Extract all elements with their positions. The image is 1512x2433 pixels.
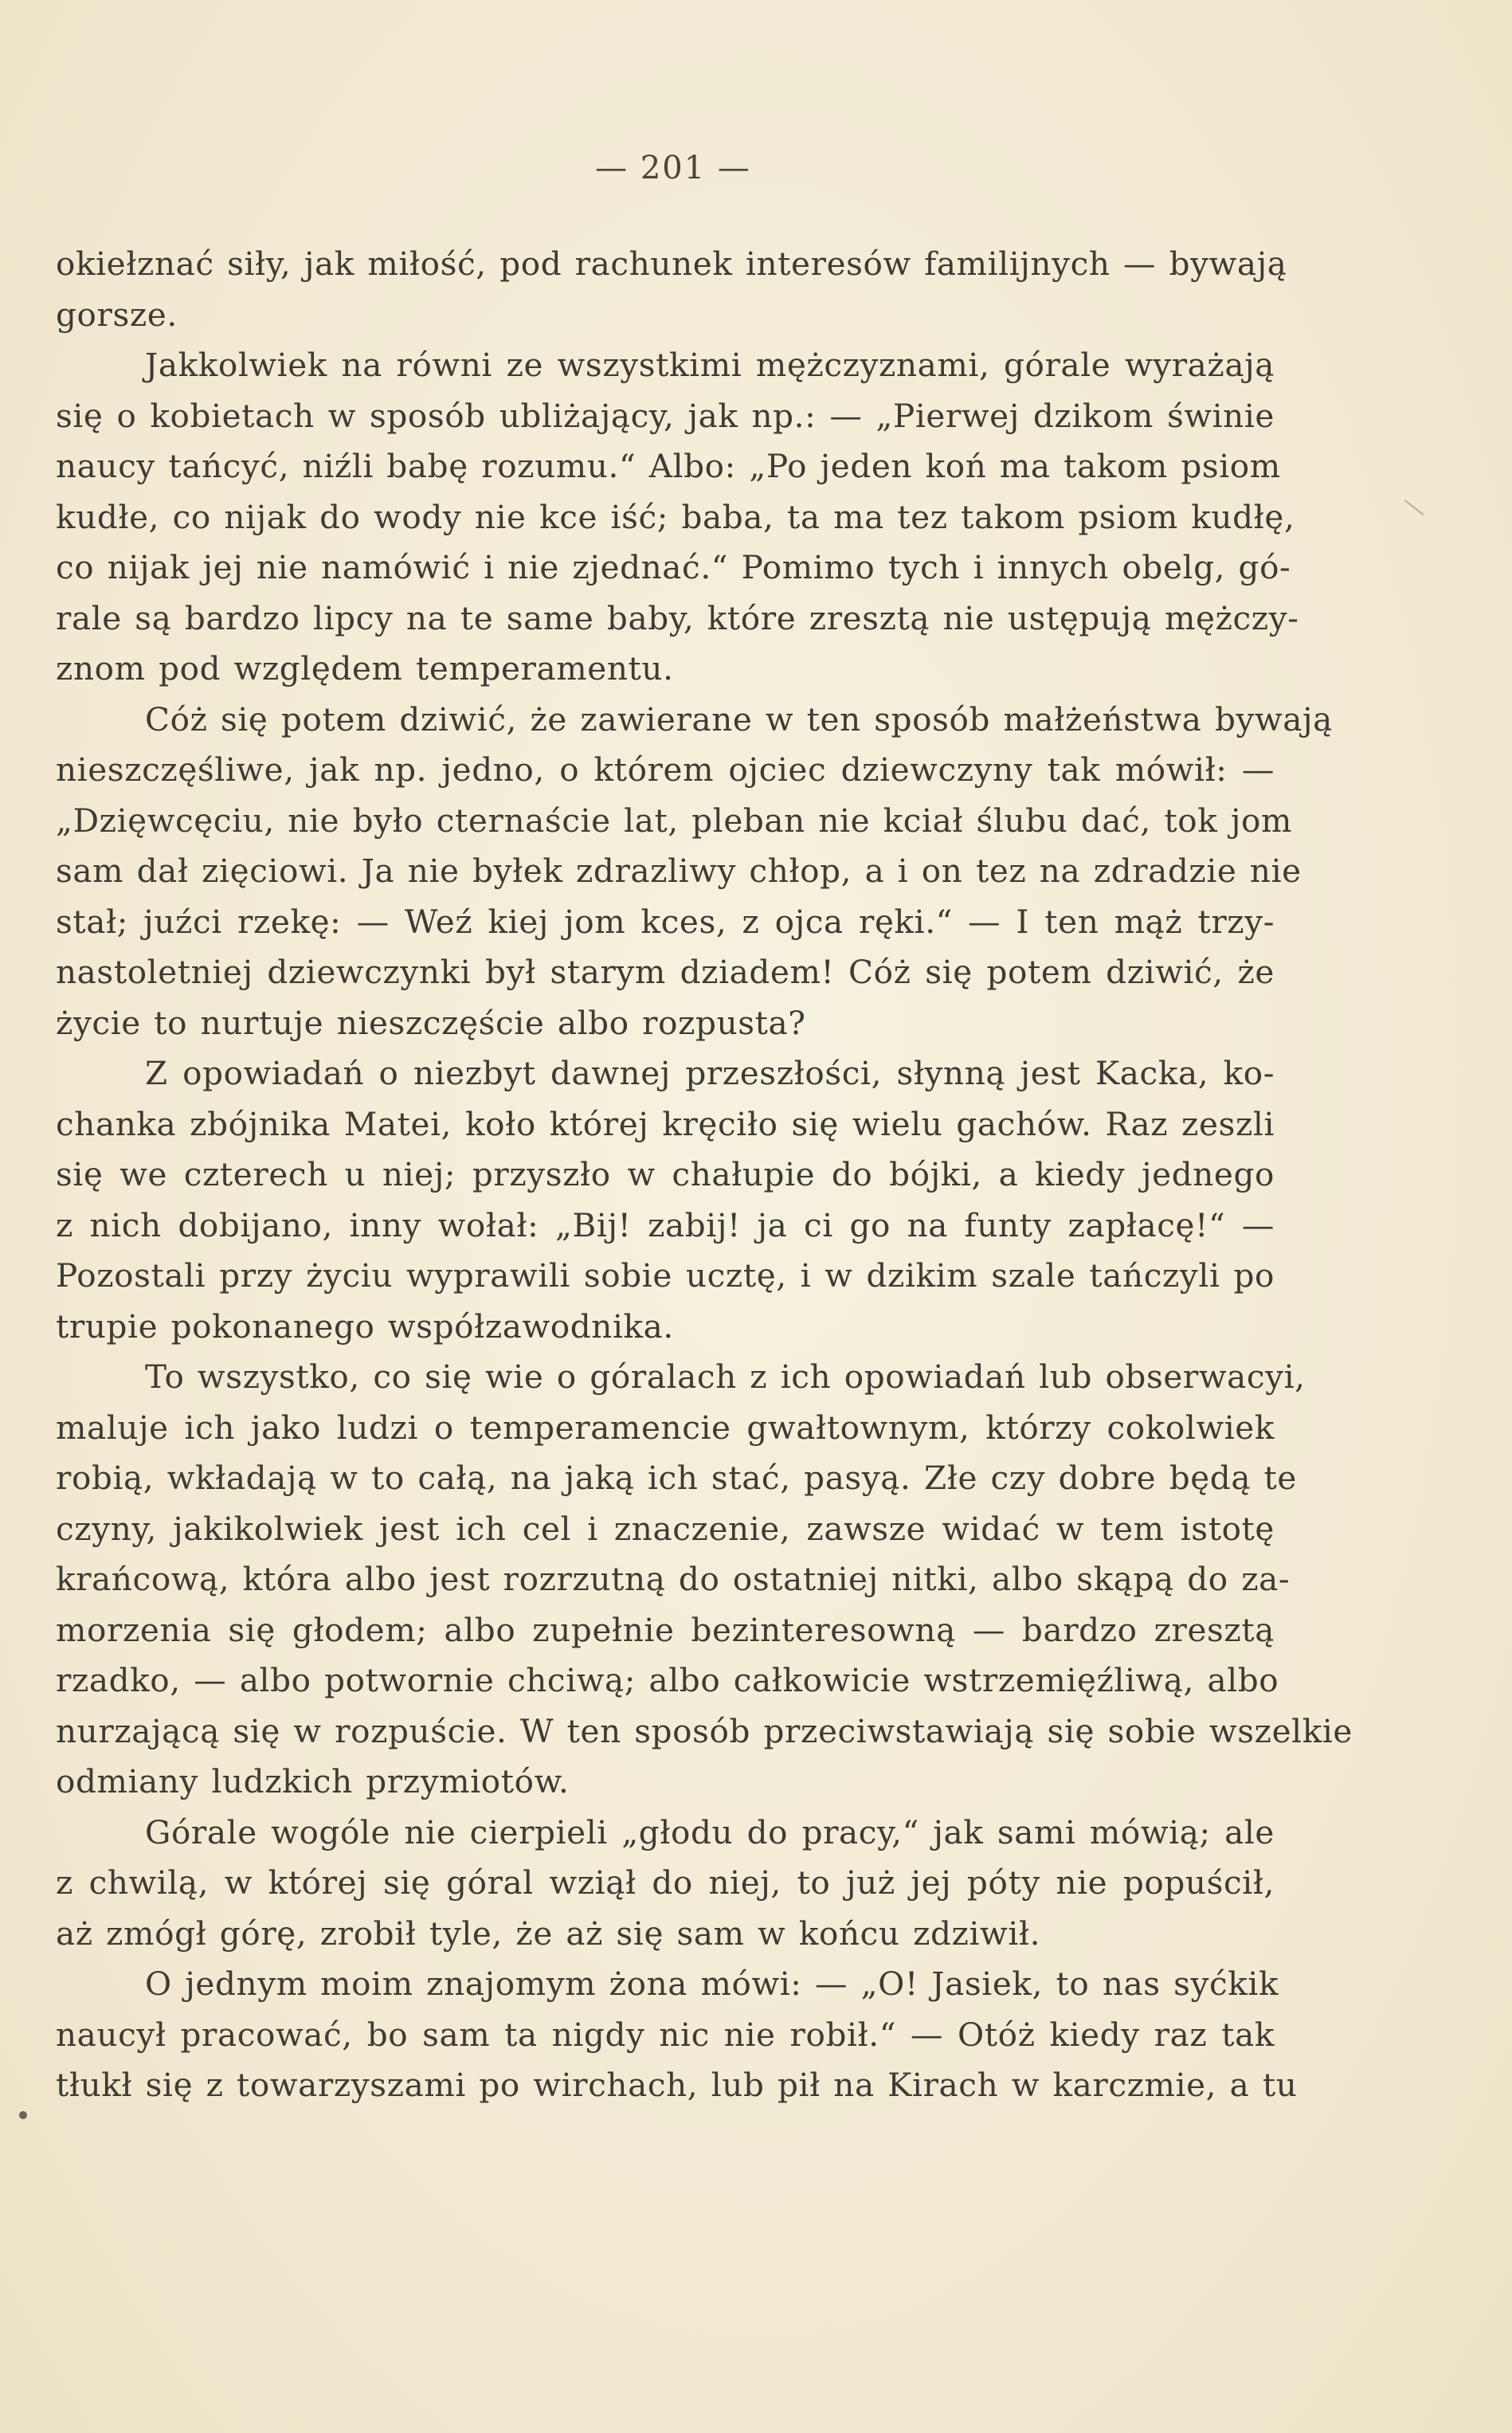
text-line: sam dał zięciowi. Ja nie byłek zdrazliwy chłop, a i on tez na zdradzie nie [56,852,1302,890]
text-line: robią, wkładają w to całą, na jaką ich stać, pasyą. Złe czy dobre będą te [56,1459,1297,1497]
paper-mark [1404,500,1424,515]
text-line: się o kobietach w sposób ubliżający, jak np.: — „Pierwej dzikom świnie [56,396,1275,435]
text-line: naucy tańcyć, niźli babę rozumu.“ Albo: „Po jeden koń ma takom psiom [56,447,1281,485]
text-line: odmiany ludzkich przymiotów. [56,1762,570,1800]
text-line: z chwilą, w której się góral wziął do niej, to już jej póty nie popuścił, [56,1863,1275,1902]
text-line: znom pod względem temperamentu. [56,649,674,688]
text-line: aż zmógł górę, zrobił tyle, że aż się sam w końcu zdziwił. [56,1914,1041,1953]
text-line: Górale wogóle nie cierpieli „głodu do pracy,“ jak sami mówią; ale [145,1812,1275,1851]
text-line: Cóż się potem dziwić, że zawierane w ten sposób małżeństwa bywają [145,699,1333,739]
text-line: Z opowiadań o niezbyt dawnej przeszłości, słynną jest Kacka, ko- [145,1054,1275,1092]
text-line: nurzającą się w rozpuście. W ten sposób przeciwstawiają się sobie wszelkie [56,1711,1353,1750]
text-line: okiełznać siły, jak miłość, pod rachunek interesów familijnych — bywają [56,245,1287,283]
text-line: morzenia się głodem; albo zupełnie bezinteresowną — bardzo zresztą [56,1610,1275,1649]
text-line: trupie pokonanego współzawodnika. [56,1307,674,1346]
text-line: czyny, jakikolwiek jest ich cel i znaczenie, zawsze widać w tem istotę [56,1509,1275,1548]
text-line: gorsze. [56,295,178,334]
text-line: krańcową, która albo jest rozrzutną do ostatniej nitki, albo skąpą do za- [56,1560,1291,1598]
text-line: kudłe, co nijak do wody nie kce iść; baba, ta ma tez takom psiom kudłę, [56,497,1295,536]
text-line: nastoletniej dziewczynki był starym dziadem! Cóż się potem dziwić, że [56,953,1275,991]
page-number: — 201 — [595,150,751,186]
text-line: stał; juźci rzekę: — Weź kiej jom kces, z ojca ręki.“ — I ten mąż trzy- [56,902,1275,941]
text-line: z nich dobijano, inny wołał: „Bij! zabij! ja ci go na funty zapłacę!“ — [56,1205,1275,1244]
text-line: rzadko, — albo potwornie chciwą; albo całkowicie wstrzemięźliwą, albo [56,1661,1279,1699]
text-line: maluje ich jako ludzi o temperamencie gwałtownym, którzy cokolwiek [56,1408,1275,1447]
text-line: co nijak jej nie namówić i nie zjednać.“ Pomimo tych i innych obelg, gó- [56,548,1291,586]
text-line: O jednym moim znajomym żona mówi: — „O! Jasiek, to nas syćkik [145,1965,1279,2003]
text-line: To wszystko, co się wie o góralach z ich opowiadań lub obserwacyi, [145,1358,1306,1396]
text-line: „Dzięwcęciu, nie było cternaście lat, pleban nie kciał ślubu dać, tok jom [56,801,1292,840]
text-line: tłukł się z towarzyszami po wirchach, lub pił na Kirach w karczmie, a tu [56,2066,1298,2104]
text-line: chanka zbójnika Matei, koło której kręciło się wielu gachów. Raz zeszli [56,1104,1275,1143]
text-line: Pozostali przy życiu wyprawili sobie ucztę, i w dzikim szale tańczyli po [56,1256,1275,1295]
ink-speck [19,2111,27,2119]
text-line: nieszczęśliwe, jak np. jedno, o którem ojciec dziewczyny tak mówił: — [56,750,1275,789]
text-line: się we czterech u niej; przyszło w chałupie do bójki, a kiedy jednego [56,1155,1275,1193]
body-text [56,239,1353,2111]
text-line: rale są bardzo lipcy na te same baby, które zresztą nie ustępują mężczy- [56,598,1299,637]
text-line: Jakkolwiek na równi ze wszystkimi mężczyznami, górale wyrażają [145,346,1275,384]
text-line: życie to nurtuje nieszczęście albo rozpusta? [56,1003,806,1042]
text-line: naucył pracować, bo sam ta nigdy nic nie robił.“ — Otóż kiedy raz tak [56,2015,1275,2054]
